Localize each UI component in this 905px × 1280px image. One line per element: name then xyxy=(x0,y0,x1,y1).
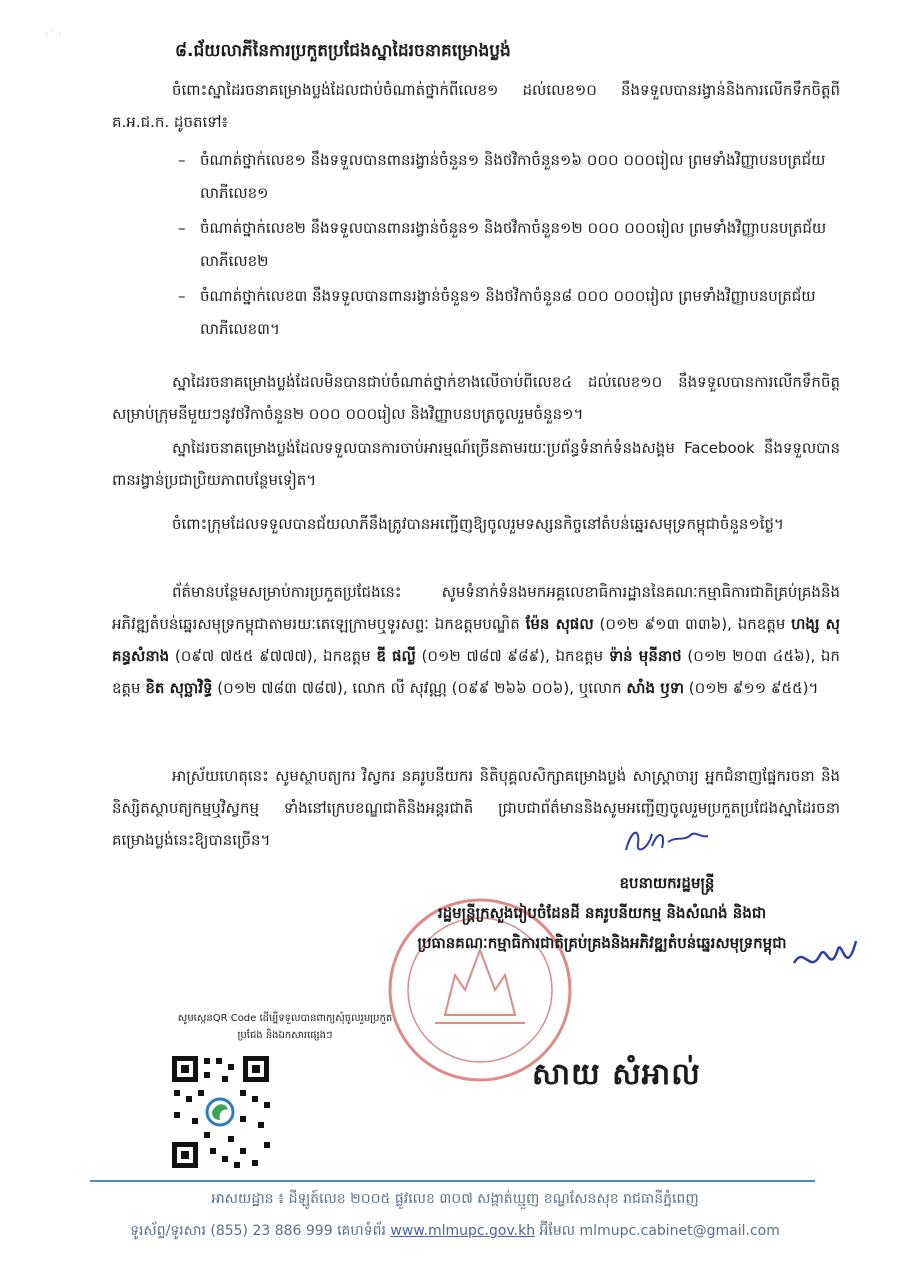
dash-marker: – xyxy=(178,219,186,237)
contact-name: សាំង ឫទា xyxy=(626,679,684,697)
award-text: ចំណាត់ថ្នាក់លេខ២ នឹងទទួលបានពានរង្វាន់ចំនួន១ និងថវិកាចំនួន១២ ០០០ ០០០រៀល ព្រមទាំងវិញ្ញាបនបត្រជ័យលាភីលេខ២ xyxy=(200,219,827,270)
award-item xyxy=(178,280,838,346)
email-address: mlmupc.cabinet@gmail.com xyxy=(579,1223,780,1239)
signer-title-line1: ឧបនាយករដ្ឋមន្ត្រី xyxy=(619,874,715,892)
footer-address: អាសយដ្ឋាន ៖ ដីឡូត៍លេខ ២០០៥ ផ្លូវលេខ ៣០៧ សង្កាត់ឃ្មួញ ខណ្ឌសែនសុខ រាជធានីភ្នំពេញ xyxy=(211,1191,699,1207)
section-heading: ៨.ជ័យលាភីនៃការប្រកួតប្រជែងស្នាដៃរចនាគម្រោងប្លង់ xyxy=(175,41,511,61)
contact-phone: (០៩៧ ៧៥៥ ៩៧៧៧) xyxy=(174,647,313,665)
contact-phone: (០៩៩ ២៦៦ ០០៦) xyxy=(451,679,570,697)
contact-phone: (០១២ ៧៨៧ ៩៨៩) xyxy=(421,647,546,665)
award-text: ចំណាត់ថ្នាក់លេខ១ នឹងទទួលបានពានរង្វាន់ចំនួន១ និងថវិកាចំនួន១៦ ០០០ ០០០រៀល ព្រមទាំងវិញ្ញាបនបត្រជ័យលាភីលេខ១ xyxy=(200,151,826,202)
trip-paragraph: ចំពោះក្រុមដែលទទួលបានជ័យលាភីនឹងត្រូវបានអញ្ជើញឱ្យចូលរួមទស្សនកិច្ចនៅតំបន់ឆ្នេរសមុទ្រកម្ពុជាចំនួន១ថ្ងៃ។ xyxy=(172,515,784,533)
contact-name: ទ៉ាន់ មុនីនាថ xyxy=(608,647,682,665)
contact-phone: (០១២ ៧៨៣ ៧៨៧) xyxy=(217,679,343,697)
signer-title-line2: រដ្ឋមន្ត្រីក្រសួងរៀបចំដែនដី នគរូបនីយកម្ម និងសំណង់ និងជា xyxy=(437,904,767,922)
contact-title: ឯកឧត្តម xyxy=(112,647,840,697)
scan-artifact: · ˙ · xyxy=(45,30,61,40)
award-text: ចំណាត់ថ្នាក់លេខ៣ នឹងទទួលបានពានរង្វាន់ចំនួន១ និងថវិកាចំនួន៨ ០០០ ០០០រៀល ព្រមទាំងវិញ្ញាបនបត្រជ័យលាភីលេខ៣។ xyxy=(200,287,816,338)
intro-paragraph: ចំពោះស្នាដៃរចនាគម្រោងប្លង់ដែលជាប់ចំណាត់ថ្នាក់ពីលេខ១ ដល់លេខ១០ នឹងទទួលបានរង្វាន់និងការលើកទឹកចិត្តពី គ.អ.ជ.ក. ដូចតទៅ៖ xyxy=(112,81,840,131)
handwritten-initials xyxy=(622,820,712,860)
email-label: អ៊ីមែល xyxy=(539,1223,576,1239)
signer-title-line3: ប្រធានគណៈកម្មាធិការជាតិគ្រប់គ្រងនិងអភិវឌ្ឍតំបន់ឆ្នេរសមុទ្រកម្ពុជា xyxy=(417,934,787,952)
contact-title: ឯកឧត្តម xyxy=(323,647,371,665)
contact-phone: (០១២ ៩១១ ៩៥៥) xyxy=(688,679,809,697)
website-link[interactable]: www.mlmupc.gov.kh xyxy=(390,1223,536,1239)
contact-name: លី សុវណ្ណ xyxy=(390,679,447,697)
footer-contacts xyxy=(60,1220,850,1242)
qr-code[interactable] xyxy=(168,1052,273,1172)
contact-title: លោក xyxy=(352,679,386,697)
contact-name: ហង្ស សុគន្ធសំនាង xyxy=(112,615,840,665)
contact-paragraph: ព័ត៌មានបន្ថែមសម្រាប់ការប្រកួតប្រជែងនេះ សូមទំនាក់ទំនងមកអគ្គលេខាធិការដ្ឋាននៃគណៈកម្មាធិការជាតិគ្រប់គ្រងនិងអភិវឌ្ឍតំបន់ឆ្នេរសមុទ្រកម្ពុជាតាមរយៈតេឡេក្រាមឬទូរសព្ទៈ ឯកឧត្តមបណ្ឌិត ម៉ែន សុផល (០១២ ៩១៣ ៣៣៦), ឯកឧត្តម ហង្ស សុគន្ធសំនាង (០៩៧ ៧៥៥ ៩៧៧៧), ឯកឧត្តម ឌី ផល្លី (០១២ ៧៨៧ ៩៨៩), ឯកឧត្តម ទ៉ាន់ មុនីនាថ (០១២ ២០៣ ៤៥៦), ឯកឧត្តម ខិត សុច្ឆាវិទ្ធិ (០១២ ៧៨៣ ៧៨៧), លោក លី សុវណ្ណ (០៩៩ ២៦៦ ០០៦), ឬលោក សាំង ឫទា (០១២ ៩១១ ៩៥៥)។ xyxy=(112,583,840,697)
phone-label: ទូរស័ព្ទ/ទូរសារ xyxy=(130,1223,206,1239)
facebook-paragraph: ស្នាដៃរចនាគម្រោងប្លង់ដែលទទួលបានការចាប់អារម្មណ៍ច្រើនតាមរយៈប្រព័ន្ធទំនាក់ទំនងសង្គម Facebook នឹងទទួលបានពានរង្វាន់ប្រជាប្រិយភាពបន្ថែមទៀត។ xyxy=(112,439,840,489)
closing-paragraph: អាស្រ័យហេតុនេះ សូមស្ថាបត្យករ វិស្វករ នគរូបនីយករ និតិបុគ្គលសិក្សាគម្រោងប្លង់ សាស្ត្រាចារ្យ អ្នកជំនាញផ្នែករចនា និងនិស្សិតស្ថាបត្យកម្មឬវិស្វកម្ម ទាំងនៅក្រេបខណ្ឌជាតិនិងអន្តរជាតិ ជ្រាបជាព័ត៌មាននិងសូមអញ្ជើញចូលរួមប្រកួតប្រជែងស្នាដៃរចនាគម្រោងប្លង់នេះឱ្យបានច្រើន។ xyxy=(112,767,840,849)
website-label: គេហទំព័រ xyxy=(337,1223,386,1239)
contact-name: ខិត សុច្ឆាវិទ្ធិ xyxy=(145,679,213,697)
contact-title: ឯកឧត្តម xyxy=(737,615,786,633)
dash-marker: – xyxy=(178,287,186,305)
others-paragraph: ស្នាដៃរចនាគម្រោងប្លង់ដែលមិនបានជាប់ចំណាត់ថ្នាក់ខាងលើចាប់ពីលេខ៤ ដល់លេខ១០ នឹងទទួលបានការលើកទឹកចិត្តសម្រាប់ក្រុមនីមួយៗនូវថវិកាចំនួន២ ០០០ ០០០រៀល និងវិញ្ញាបនបត្រចូលរួមចំនួន១។ xyxy=(112,373,840,423)
award-item xyxy=(178,212,838,278)
award-item xyxy=(178,144,838,210)
signer-name: សាយ សំអាល់ xyxy=(532,1057,701,1092)
dash-marker: – xyxy=(178,151,186,169)
handwritten-signature xyxy=(790,935,860,985)
contact-title: ឯកឧត្តម xyxy=(555,647,604,665)
contact-title: ឯកឧត្តមបណ្ឌិត xyxy=(434,615,520,633)
qr-caption: សូមស្កេនQR Code ដើម្បីទទួលបានពាក្យសុំចូលរួមប្រកួតប្រជែង និងឯកសារផ្សេងៗ xyxy=(177,1013,393,1041)
footer-divider xyxy=(90,1180,815,1182)
contact-name: ឌី ផល្លី xyxy=(376,647,416,665)
contact-name: ម៉ែន សុផល xyxy=(525,615,594,633)
phone-number: (855) 23 886 999 xyxy=(210,1223,333,1239)
contact-title: ឬលោក xyxy=(578,679,622,697)
contact-phone: (០១២ ៩១៣ ៣៣៦) xyxy=(599,615,728,633)
contact-phone: (០១២ ២០៣ ៤៥៦) xyxy=(687,647,811,665)
initials-signature xyxy=(622,820,712,867)
